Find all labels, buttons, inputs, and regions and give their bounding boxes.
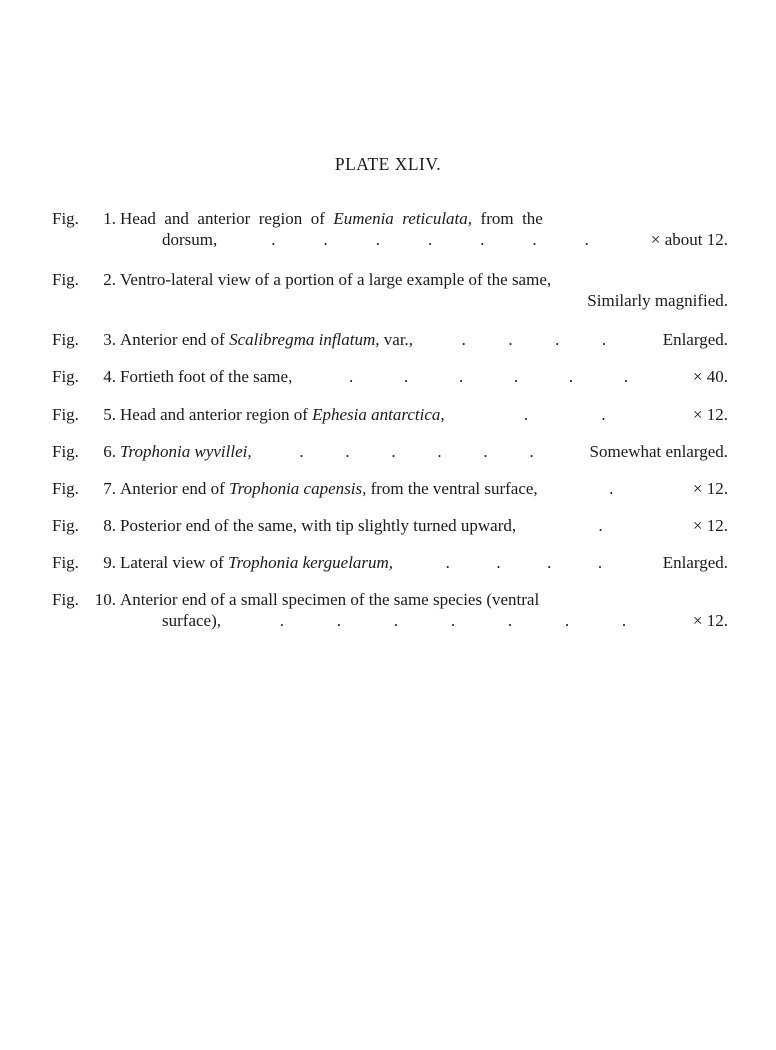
leader-dot: . [532, 230, 537, 249]
fig-number: 8. [103, 516, 116, 535]
species-name: Scalibregma inflatum, [229, 330, 380, 349]
dot-leader [217, 229, 651, 250]
figure-entry [52, 515, 728, 536]
caption-body [120, 269, 728, 311]
fig-number: 5. [103, 405, 116, 424]
figure-entry [52, 208, 728, 250]
dot-leader [252, 441, 590, 462]
caption-text [120, 441, 252, 462]
leader-dot: . [496, 553, 501, 572]
fig-label: Fig. [52, 330, 79, 349]
dot-leader [221, 610, 693, 631]
caption-line [120, 589, 728, 610]
caption-line [120, 366, 728, 387]
leader-dot: . [458, 367, 464, 386]
leader-dot: . [547, 553, 552, 572]
leader-dot: . [323, 230, 328, 249]
magnification: Similarly magnified. [587, 291, 728, 310]
leader-dot: . [393, 611, 399, 630]
fig-number: 3. [103, 330, 116, 349]
magnification: × 12. [692, 611, 728, 630]
fig-label: Fig. [52, 209, 79, 228]
caption-line [120, 515, 728, 536]
species-name: Ephesia antarctica, [312, 405, 445, 424]
leader-dot: . [513, 367, 519, 386]
caption-text: Fortieth foot of the same, [120, 367, 293, 386]
fig-label: Fig. [52, 553, 79, 572]
leader-dot: . [609, 479, 614, 498]
figure-entry [52, 269, 728, 311]
figure-entry [52, 404, 728, 425]
fig-number: 10. [94, 590, 116, 609]
caption-body [120, 478, 728, 499]
fig-number: 6. [103, 442, 116, 461]
magnification: Enlarged. [662, 553, 728, 572]
caption-text: dorsum, [162, 230, 218, 249]
leader-dot: . [345, 442, 350, 461]
leader-dot: . [598, 516, 603, 535]
fig-number: 2. [103, 270, 116, 289]
fig-label: Fig. [52, 367, 79, 386]
figure-entry [52, 441, 728, 462]
dot-leader [292, 366, 693, 387]
dot-leader [538, 478, 693, 499]
caption-body [120, 404, 728, 425]
magnification: × 12. [692, 516, 728, 535]
caption-text: Posterior end of the same, with tip slightly turned upward, [120, 516, 517, 535]
caption-body [120, 208, 728, 250]
magnification: Enlarged. [662, 330, 728, 349]
dot-leader [413, 329, 663, 350]
leader-dot: . [508, 330, 513, 349]
leader-dot: . [523, 405, 529, 424]
leader-dot: . [461, 330, 466, 349]
fig-label: Fig. [52, 405, 79, 424]
leader-dot: . [271, 230, 276, 249]
caption-line [120, 329, 728, 350]
caption-body [120, 552, 728, 573]
caption-line [120, 552, 728, 573]
fig-number: 7. [103, 479, 116, 498]
species-name: Eumenia reticulata, [333, 209, 473, 228]
figure-entry [52, 366, 728, 387]
leader-dot: . [601, 405, 606, 424]
dot-leader [393, 552, 663, 573]
caption-body [120, 366, 728, 387]
fig-label: Fig. [52, 516, 79, 535]
caption-body [120, 589, 728, 631]
caption-line [120, 269, 728, 290]
figure-entry [52, 329, 728, 350]
caption-text: Head and anterior region of Eumenia reticulata, from the [120, 209, 543, 228]
magnification: × 12. [692, 479, 728, 498]
leader-dot: . [349, 367, 354, 386]
magnification: × 12. [692, 405, 728, 424]
leader-dot: . [450, 611, 456, 630]
caption-line-continued [120, 610, 728, 631]
leader-dot: . [445, 553, 450, 572]
fig-number: 9. [103, 553, 116, 572]
leader-dot: . [437, 442, 442, 461]
caption-line [120, 404, 728, 425]
leader-dot: . [336, 611, 342, 630]
magnification: × 40. [692, 367, 728, 386]
leader-dot: . [555, 330, 560, 349]
leader-dot: . [404, 367, 409, 386]
leader-dot: . [584, 230, 589, 249]
leader-dot: . [597, 553, 603, 572]
leader-dot: . [480, 230, 485, 249]
leader-dot: . [621, 611, 627, 630]
plate-title: PLATE XLIV. [334, 154, 442, 174]
leader-dot: . [375, 230, 380, 249]
magnification: × about 12. [650, 230, 728, 249]
caption-line [120, 478, 728, 499]
leader-dot: . [623, 367, 629, 386]
caption-body [120, 515, 728, 536]
caption-text: Anterior end of Trophonia capensis, from the ventral surface, [120, 479, 538, 498]
leader-dot: . [507, 611, 513, 630]
magnification: Somewhat enlarged. [589, 442, 728, 461]
species-name: Trophonia capensis, [229, 479, 367, 498]
caption-text: Anterior end of a small specimen of the same species (ventral [120, 590, 540, 609]
leader-dot: . [279, 611, 285, 630]
leader-dot: . [529, 442, 534, 461]
caption-body [120, 329, 728, 350]
caption-text: Head and anterior region of Ephesia antarctica, [120, 405, 445, 424]
caption-text: surface), [162, 611, 221, 630]
leader-dot: . [391, 442, 396, 461]
caption-text: Lateral view of Trophonia kerguelarum, [120, 553, 394, 572]
leader-dot: . [299, 442, 304, 461]
fig-number: 4. [103, 367, 116, 386]
figure-entry [52, 478, 728, 499]
species-name: Trophonia kerguelarum, [228, 553, 394, 572]
caption-line [120, 208, 728, 229]
caption-text: Ventro-lateral view of a portion of a large example of the same, [120, 270, 552, 289]
caption-body [120, 441, 728, 462]
caption-line [120, 441, 728, 462]
figure-entry [52, 589, 728, 631]
fig-number: 1. [103, 209, 116, 228]
dot-leader [516, 515, 693, 536]
fig-label: Fig. [52, 590, 79, 609]
species-name: Trophonia wyvillei, [120, 442, 252, 461]
dot-leader [445, 404, 693, 425]
leader-dot: . [601, 330, 607, 349]
leader-dot: . [564, 611, 570, 630]
fig-label: Fig. [52, 442, 79, 461]
fig-label: Fig. [52, 270, 79, 289]
caption-line-continued [120, 229, 728, 250]
leader-dot: . [427, 230, 433, 249]
leader-dot: . [483, 442, 488, 461]
leader-dot: . [568, 367, 574, 386]
figure-entry [52, 552, 728, 573]
fig-label: Fig. [52, 479, 79, 498]
caption-text: Anterior end of Scalibregma inflatum, var., [120, 330, 414, 349]
